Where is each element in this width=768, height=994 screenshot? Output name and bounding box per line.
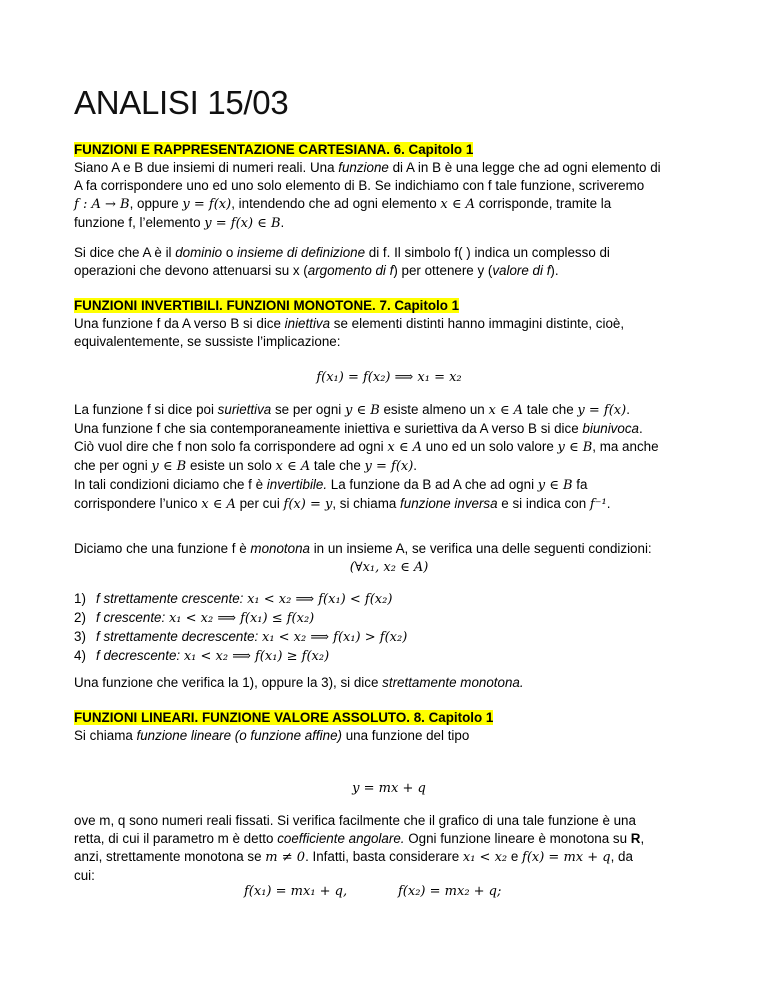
- emphasis: iniettiva: [284, 316, 331, 331]
- text-line: [74, 830, 704, 848]
- math: x₁ < x₂: [462, 850, 508, 865]
- math: y = mx + q: [352, 781, 426, 796]
- math: f : A → B: [74, 197, 130, 212]
- section-funzioni-lineari: [74, 709, 704, 745]
- text: .: [280, 215, 285, 230]
- text: se per ogni: [271, 402, 345, 417]
- text-line: [74, 438, 704, 457]
- text: se elementi distinti hanno immagini distinte, cioè,: [330, 316, 625, 331]
- math: y ∈ B: [557, 440, 593, 455]
- emphasis: f strettamente crescente:: [96, 591, 248, 606]
- text: .: [413, 458, 418, 473]
- text: , ma anche: [592, 439, 659, 454]
- text: corrispondere l’unico: [74, 496, 202, 511]
- text-line: [74, 315, 704, 333]
- text: retta, di cui il parametro m è detto: [74, 831, 278, 846]
- list-item: [74, 628, 704, 647]
- math: x₁ < x₂ ⟹ f(x₁) > f(x₂): [261, 630, 408, 645]
- text: corrisponde, tramite la: [475, 196, 612, 211]
- emphasis: biunivoca: [582, 421, 639, 436]
- text-line: [74, 495, 704, 514]
- emphasis: suriettiva: [217, 402, 272, 417]
- text: uno ed un solo valore: [422, 439, 558, 454]
- text: esiste almeno un: [379, 402, 489, 417]
- text-line: ove m, q sono numeri reali fissati. Si verifica facilmente che il grafico di una tale funzione è una: [74, 813, 636, 828]
- math: x₁ < x₂ ⟹ f(x₁) ≤ f(x₂): [168, 611, 315, 626]
- math: y ∈ B: [151, 459, 187, 474]
- text: Una funzione che verifica la 1), oppure la 3), si dice: [74, 675, 383, 690]
- math: x₁ < x₂ ⟹ f(x₁) < f(x₂): [247, 592, 393, 607]
- text: .: [626, 402, 630, 417]
- text: La funzione f si dice poi: [74, 402, 218, 417]
- text-line: [74, 214, 704, 233]
- emphasis: coefficiente angolare.: [277, 831, 405, 846]
- math: f⁻¹: [589, 497, 607, 512]
- text-line: [74, 540, 704, 558]
- math: f(x₁) = mx₁ + q,: [244, 884, 348, 899]
- list-number: 4): [74, 648, 86, 663]
- text: fa: [572, 477, 588, 492]
- text-line: [74, 244, 704, 262]
- text: Ciò vuol dire che f non solo fa corrispondere ad ogni: [74, 439, 388, 454]
- text-line: equivalentemente, se sussiste l’implicazione:: [74, 334, 341, 349]
- text-line: cui:: [74, 868, 95, 883]
- text: , da: [610, 849, 633, 864]
- math: x ∈ A: [275, 459, 311, 474]
- math: y = f(x) ∈ B: [204, 216, 281, 231]
- list-number: 2): [74, 610, 86, 625]
- equation-iniettiva: [74, 368, 704, 387]
- text: o: [222, 245, 238, 260]
- emphasis: funzione: [338, 160, 389, 175]
- emphasis: invertibile.: [266, 477, 328, 492]
- list-item: [74, 647, 704, 666]
- math: y = f(x): [182, 197, 232, 212]
- quantifier: [74, 558, 704, 577]
- text: esiste un solo: [186, 458, 276, 473]
- section-heading: FUNZIONI INVERTIBILI. FUNZIONI MONOTONE. 7. Capitolo 1: [74, 298, 460, 313]
- text: tale che: [523, 402, 578, 417]
- paragraph-dominio: [74, 244, 704, 280]
- bold-symbol: R: [630, 831, 641, 846]
- math: y = f(x): [364, 459, 414, 474]
- text-line: [74, 457, 704, 476]
- math: f(x₂) = mx₂ + q;: [398, 884, 502, 899]
- text-line: [74, 262, 704, 280]
- text: In tali condizioni diciamo che f è: [74, 477, 267, 492]
- paragraph-monotona: [74, 540, 704, 577]
- emphasis: f decrescente:: [96, 648, 184, 663]
- text-line: [74, 401, 704, 420]
- text: . Infatti, basta considerare: [305, 849, 463, 864]
- text: per cui: [235, 496, 284, 511]
- emphasis: insieme di definizione: [237, 245, 366, 260]
- math: x₁ < x₂ ⟹ f(x₁) ≥ f(x₂): [183, 649, 330, 664]
- text-line: [74, 420, 704, 438]
- text-line: [74, 674, 704, 692]
- text: e si indica con: [497, 496, 590, 511]
- emphasis: argomento di f: [307, 263, 394, 278]
- text: anzi, strettamente monotona se: [74, 849, 266, 864]
- text: , oppure: [129, 196, 183, 211]
- math: y ∈ B: [537, 478, 573, 493]
- text-line: [74, 476, 704, 495]
- math: m ≠ 0: [265, 850, 306, 865]
- paragraph-retta: [74, 812, 704, 885]
- math: x ∈ A: [387, 440, 422, 455]
- text: ) per ottenere y (: [393, 263, 493, 278]
- text: Siano A e B due insiemi di numeri reali. Una: [74, 160, 339, 175]
- equation-lineare: [74, 779, 704, 798]
- text: e: [507, 849, 523, 864]
- text: .: [606, 496, 611, 511]
- emphasis: dominio: [175, 245, 223, 260]
- text-line: [74, 848, 704, 867]
- text: di A in B è una legge che ad ogni elemento di: [388, 160, 661, 175]
- text: una funzione del tipo: [341, 728, 470, 743]
- page-title: ANALISI 15/03: [74, 84, 289, 121]
- section-heading: FUNZIONI E RAPPRESENTAZIONE CARTESIANA. 6. Capitolo 1: [74, 142, 474, 157]
- math: f(x) = y: [283, 497, 333, 512]
- paragraph-suriettiva: [74, 401, 704, 514]
- text: .: [638, 421, 643, 436]
- text-line: A fa corrispondere uno ed uno solo elemento di B. Se indichiamo con f tale funzione, scriveremo: [74, 178, 645, 193]
- emphasis: funzione lineare (o funzione affine): [136, 728, 342, 743]
- emphasis: valore di f: [492, 263, 551, 278]
- math: y ∈ B: [344, 403, 380, 418]
- math: f(x) = mx + q: [522, 850, 611, 865]
- text: operazioni che devono attenuarsi su x (: [74, 263, 308, 278]
- text-line: [74, 727, 704, 745]
- emphasis: strettamente monotona.: [382, 675, 524, 690]
- text-line: [74, 195, 704, 214]
- text: ,: [640, 831, 645, 846]
- math: x ∈ A: [488, 403, 524, 418]
- text: ).: [550, 263, 559, 278]
- list-item: [74, 609, 704, 628]
- monotone-conditions-list: [74, 590, 704, 666]
- text: Una funzione f che sia contemporaneamente iniettiva e suriettiva da A verso B si dice: [74, 421, 583, 436]
- text: Si dice che A è il: [74, 245, 176, 260]
- emphasis: monotona: [250, 541, 310, 556]
- paragraph-strettamente-monotona: [74, 674, 704, 692]
- text: funzione f, l’elemento: [74, 215, 205, 230]
- list-number: 1): [74, 591, 86, 606]
- math: x ∈ A: [440, 197, 476, 212]
- text: in un insieme A, se verifica una delle seguenti condizioni:: [309, 541, 652, 556]
- text: Una funzione f da A verso B si dice: [74, 316, 285, 331]
- section-funzioni-invertibili: [74, 297, 704, 351]
- text: di f. Il simbolo f( ) indica un complesso di: [365, 245, 610, 260]
- math: (∀x₁, x₂ ∈ A): [349, 560, 429, 575]
- text: Si chiama: [74, 728, 137, 743]
- math: x ∈ A: [201, 497, 236, 512]
- text: Ogni funzione lineare è monotona su: [404, 831, 631, 846]
- math: f(x₁) = f(x₂) ⟹ x₁ = x₂: [316, 370, 462, 385]
- text: La funzione da B ad A che ad ogni: [327, 477, 538, 492]
- text: che per ogni: [74, 458, 152, 473]
- math: y = f(x): [577, 403, 627, 418]
- text: , intendendo che ad ogni elemento: [231, 196, 441, 211]
- emphasis: funzione inversa: [400, 496, 498, 511]
- text: Diciamo che una funzione f è: [74, 541, 251, 556]
- text: tale che: [310, 458, 365, 473]
- emphasis: f strettamente decrescente:: [96, 629, 262, 644]
- text: , si chiama: [332, 496, 401, 511]
- emphasis: f crescente:: [96, 610, 169, 625]
- text-line: [74, 159, 704, 177]
- list-number: 3): [74, 629, 86, 644]
- section-heading: FUNZIONI LINEARI. FUNZIONE VALORE ASSOLUTO. 8. Capitolo 1: [74, 710, 494, 725]
- section-funzioni-cartesiana: [74, 141, 704, 233]
- list-item: [74, 590, 704, 609]
